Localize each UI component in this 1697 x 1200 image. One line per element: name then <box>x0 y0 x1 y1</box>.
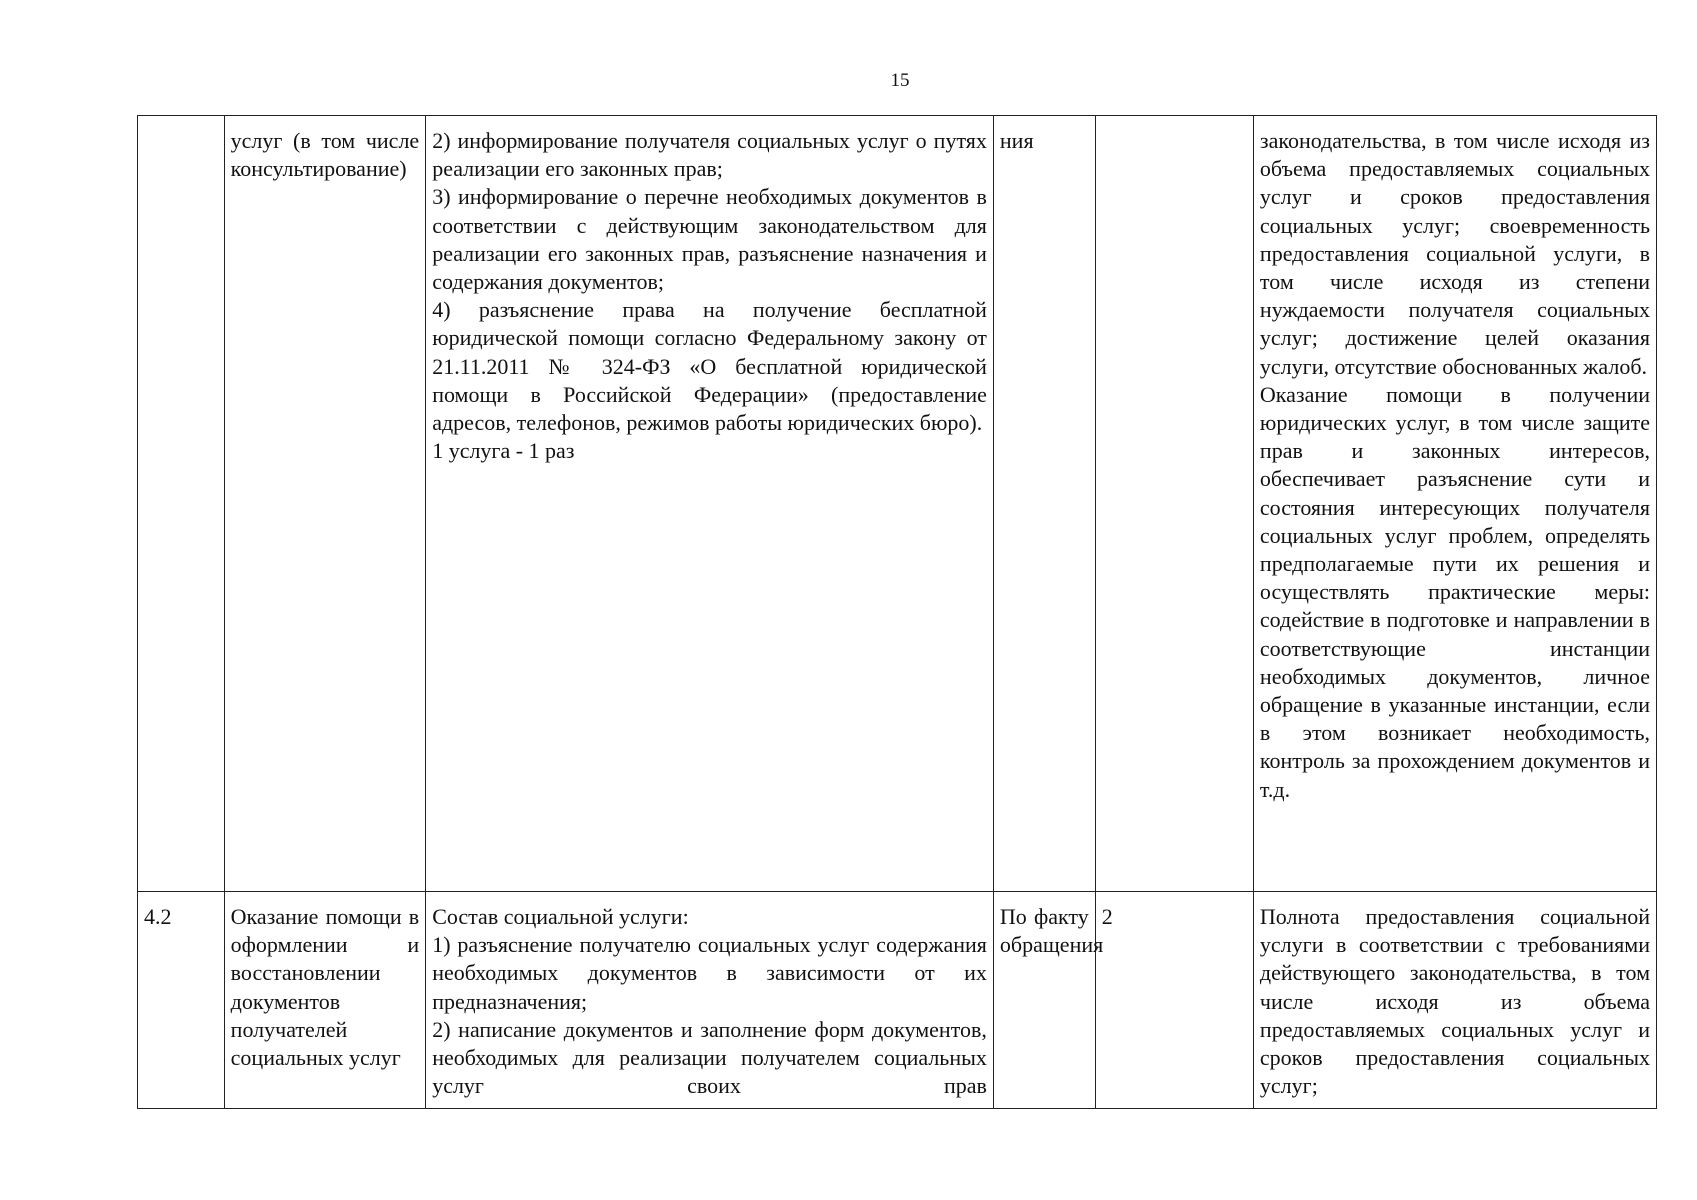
service-number: 4.2 <box>138 892 225 1109</box>
service-quality <box>1253 116 1656 892</box>
page-number: 15 <box>890 70 910 91</box>
content-item: 2) информирование получателя социальных услуг о путях реализации его законных прав; <box>432 128 987 182</box>
content-item: Состав социальной услуги: <box>432 904 689 929</box>
services-table <box>137 115 1657 1109</box>
content-item: 4) разъяснение права на получение бесплатной юридической помощи согласно Федеральному закону от 21.11.2011 № 324-ФЗ «О бесплатной юридической помощи в Российской Федерации» (предоставление адресов, телефонов, режимов работы юридических бюро). <box>432 297 987 436</box>
service-period: ния <box>993 116 1095 892</box>
quality-item: Оказание помощи в получении юридических услуг, в том числе защите прав и законных интересов, обеспечивает разъяснение сути и состояния интересующих получателя социальных услуг проблем, определять предполагаемые пути их решения и осуществлять практические меры: содействие в подготовке и направлении в соответствующие инстанции необходимых документов, личное обращение в указанные инстанции, если в этом возникает необходимость, контроль за прохождением документов и т.д. <box>1259 381 1650 802</box>
service-number <box>138 116 225 892</box>
table-row <box>138 116 1657 892</box>
service-quantity: 2 <box>1095 892 1253 1109</box>
service-content <box>426 116 994 892</box>
quality-item: Полнота предоставления социальной услуги в соответствии с требованиями действующего законодательства, в том числе исходя из объема предоставляемых социальных услуг и сроков предоставления социальных услуг; <box>1259 904 1650 1099</box>
service-quantity <box>1095 116 1253 892</box>
service-quality <box>1253 892 1656 1109</box>
service-name: Оказание помощи в оформлении и восстановлении документов получателей социальных услуг <box>224 892 426 1109</box>
content-item: 2) написание документов и заполнение форм документов, необходимых для реализации получателем социальных услуг своих прав <box>432 1016 987 1099</box>
service-period: По факту обращения <box>993 892 1095 1109</box>
service-name: услуг (в том числе консультирование) <box>224 116 426 892</box>
content-item: 3) информирование о перечне необходимых документов в соответствии с действующим законодательством для реализации его законных прав, разъяснение назначения и содержания документов; <box>432 184 987 295</box>
table-row <box>138 892 1657 1109</box>
service-content <box>426 892 994 1109</box>
quality-item: законодательства, в том числе исходя из объема предоставляемых социальных услуг и сроков предоставления социальных услуг; своевременность предоставления социальной услуги, в том числе исходя из степени нуждаемости получателя социальных услуг; достижение целей оказания услуги, отсутствие обоснованных жалоб. <box>1259 128 1650 379</box>
content-item: 1) разъяснение получателю социальных услуг содержания необходимых документов в зависимости от их предназначения; <box>432 932 987 1014</box>
content-item: 1 услуга - 1 раз <box>432 438 575 464</box>
